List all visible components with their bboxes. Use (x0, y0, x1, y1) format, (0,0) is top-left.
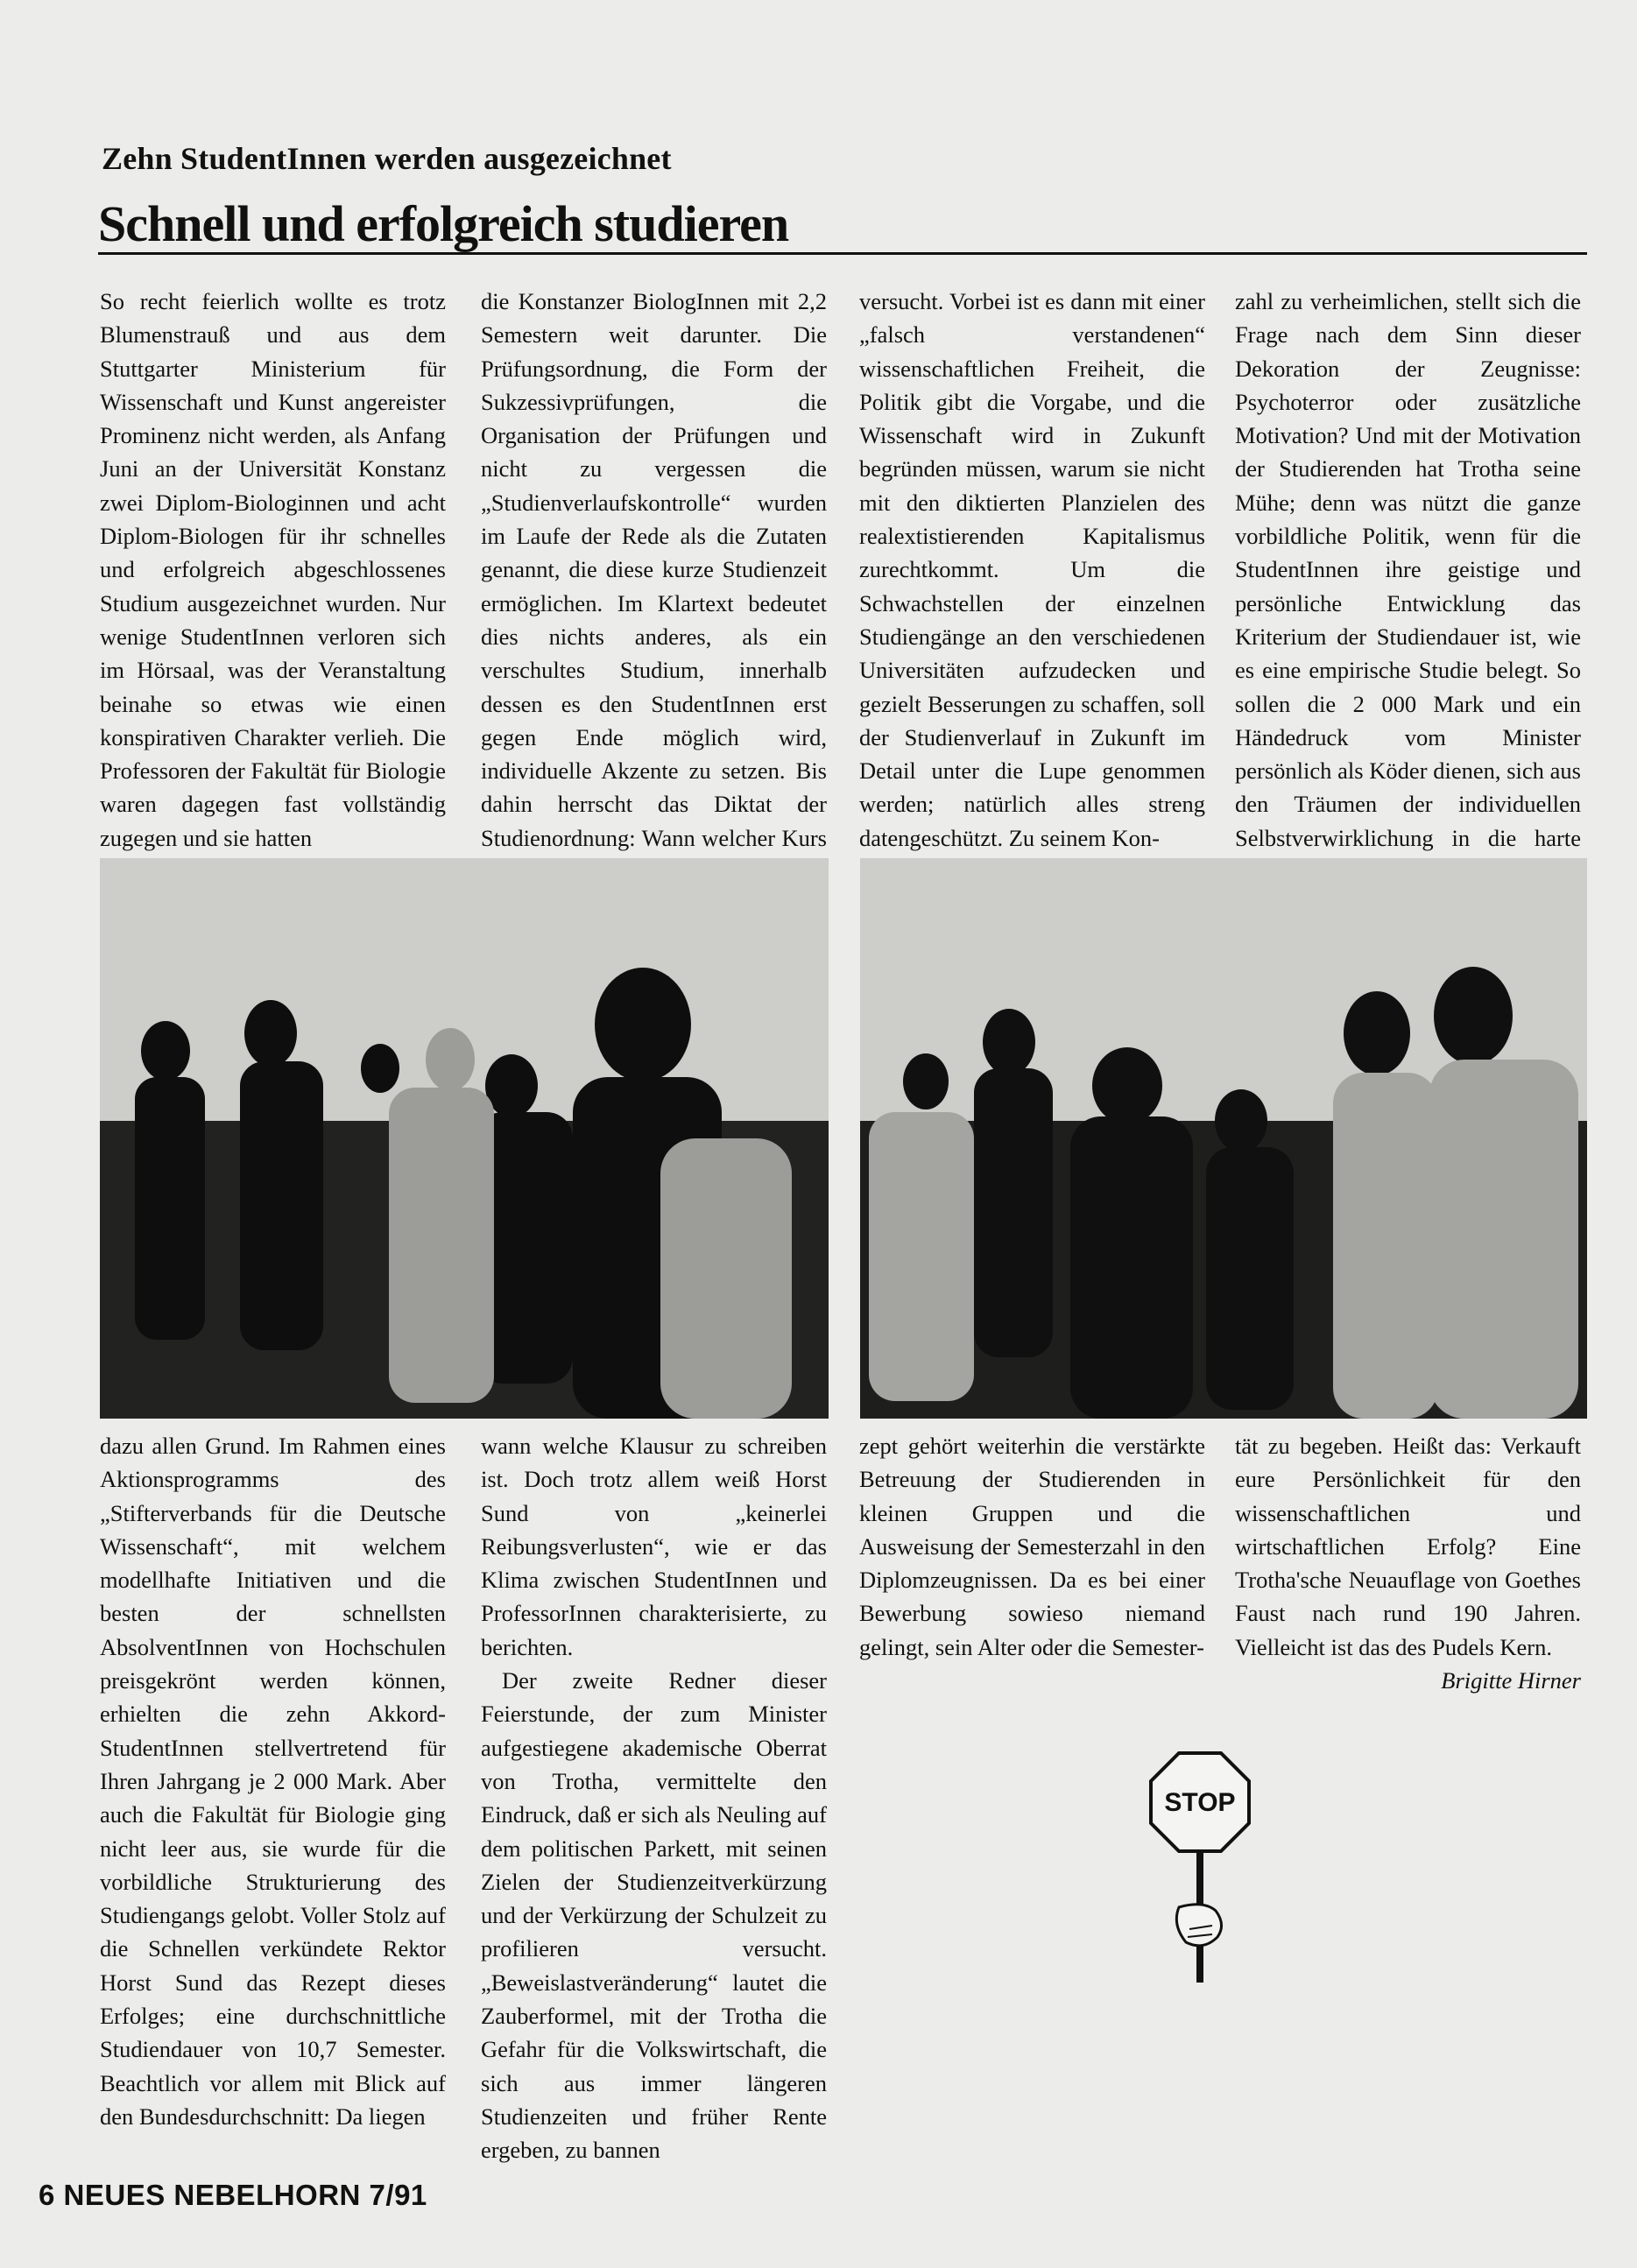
column-2-bottom-para-2: Der zweite Redner dieser Feierstunde, der zum Minister aufgestiegene akademische Oberrat von Trotha, vermittelte den Eindruck, daß er sich als Neuling auf dem politischen Parkett, mit seinen Zielen der Studienzeitverkürzung und der Verkürzung der Schulzeit zu profilieren versucht. „Beweislastveränderung“ lautet die Zauberformel, mit der Trotha die Gefahr für die Volkswirtschaft, die sich aus immer längeren Studienzeiten und früher Rente ergeben, zu bannen (481, 1667, 827, 2164)
photo-award-ceremony-left (100, 858, 829, 1419)
photo-right-figures (860, 858, 1587, 1419)
column-1-top (100, 285, 446, 863)
headline-rule (98, 252, 1587, 255)
article-kicker: Zehn StudentInnen werden ausgezeichnet (102, 141, 672, 176)
stop-sign-icon (1147, 1750, 1252, 1986)
column-4-top (1235, 285, 1581, 863)
article-headline: Schnell und erfolgreich studieren (98, 195, 789, 252)
column-3-bottom-text: zept gehört weiterhin die verstärkte Betreuung der Studierenden in kleinen Gruppen und die Ausweisung der Semesterzahl in den Diplomzeugnissen. Da es bei einer Bewerbung sowieso niemand gelingt, sein Alter oder die Semester- (859, 1433, 1205, 1660)
column-4-bottom-text (1235, 1429, 1581, 1694)
column-1-bottom-text: dazu allen Grund. Im Rahmen eines Aktionsprogramms des „Stifterverbands für die Deutsche Wissenschaft“, mit welchem modellhafte Initiativen und die besten der schnellsten AbsolventInnen von Hochschulen preisgekrönt werden können, erhielten die zehn Akkord-StudentInnen stellvertretend für Ihren Jahrgang je 2 000 Mark. Aber auch die Fakultät für Biologie ging nicht leer aus, sie wurde für die vorbildliche Strukturierung des Studiengangs gelobt. Voller Stolz auf die Schnellen verkündete Rektor Horst Sund das Rezept dieses Erfolges; eine durchschnittliche Studiendauer von 10,7 Semester. Beachtlich vor allem mit Blick auf den Bundesdurchschnitt: Da liegen (100, 1433, 446, 2130)
page-footer: 6 NEUES NEBELHORN 7/91 (39, 2179, 427, 2211)
column-4-bottom-body: tät zu begeben. Heißt das: Verkauft eure Persönlichkeit für den wissenschaftlichen und wirtschaftlichen Erfolg? Eine Trotha'sche Neuauflage von Goethes Faust nach rund 190 Jahren. Vielleicht ist das des Pudels Kern. (1235, 1433, 1581, 1660)
column-2-bottom-para-1: wann welche Klausur zu schreiben ist. Doch trotz allem weiß Horst Sund von „keinerlei Reibungsverlusten“, wie er das Klima zwischen StudentInnen und ProfessorInnen charakterisierte, zu berichten. (481, 1433, 827, 1660)
column-2-top-text: die Konstanzer BiologInnen mit 2,2 Semestern weit darunter. Die Prüfungsordnung, die Form der Sukzessivprüfungen, die Organisation der Prüfungen und nicht zu vergessen die „Studienverlaufskontrolle“ wurden im Laufe der Rede als die Zutaten genannt, die diese kurze Studienzeit ermöglichen. Im Klartext bedeutet dies nichts anderes, als ein verschultes Studium, innerhalb dessen es den StudentInnen erst gegen Ende möglich wird, individuelle Akzente zu setzen. Bis dahin herrscht das Diktat der Studienordnung: Wann welcher Kurs (481, 288, 827, 851)
column-1-bottom (100, 1429, 446, 2130)
column-1-top-text: So recht feierlich wollte es trotz Blumenstrauß und aus dem Stuttgarter Ministerium für Wissenschaft und Kunst angereister Prominenz nicht werden, als Anfang Juni an der Universität Konstanz zwei Diplom-Biologinnen und acht Diplom-Biologen für ihr schnelles und erfolgreich abgeschlossenes Studium ausgezeichnet wurden. Nur wenige StudentInnen verloren sich im Hörsaal, was der Veranstaltung beinahe so etwas wie einen konspirativen Charakter verlieh. Die Professoren der Fakultät für Biologie waren dagegen fast vollständig zugegen und sie hatten (100, 288, 446, 851)
stop-sign-illustration (1147, 1750, 1252, 1986)
stop-sign-label: STOP (1164, 1788, 1236, 1817)
author-byline: Brigitte Hirner (1441, 1667, 1581, 1694)
column-4-bottom (1235, 1429, 1581, 2121)
column-2-top (481, 285, 827, 863)
column-2-bottom (481, 1429, 827, 2164)
column-3-top-text: versucht. Vorbei ist es dann mit einer „falsch verstandenen“ wissenschaftlichen Freiheit, die Politik gibt die Vorgabe, und die Wissenschaft wird in Zukunft begründen müssen, warum sie nicht mit den diktierten Planzielen des realextistierenden Kapitalismus zurechtkommt. Um die Schwachstellen der einzelnen Studiengänge an den verschiedenen Universitäten aufzudecken und gezielt Besserungen zu schaffen, soll der Studienverlauf in Zukunft im Detail unter die Lupe genommen werden; natürlich alles streng datengeschützt. Zu seinem Kon- (859, 288, 1205, 851)
column-3-top (859, 285, 1205, 863)
photo-award-ceremony-right (860, 858, 1587, 1419)
column-4-top-text: zahl zu verheimlichen, stellt sich die Frage nach dem Sinn dieser Dekoration der Zeugnisse: Psychoterror oder zusätzliche Motivation? Und mit der Motivation der Studierenden hat Trotha seine Mühe; denn was nützt die ganze vorbildliche Politik, wenn für die StudentInnen ihre geistige und persönliche Entwicklung das Kriterium der Studiendauer ist, wie es eine empirische Studie belegt. So sollen die 2 000 Mark und ein Händedruck vom Minister persönlich als Köder dienen, sich aus den Träumen der individuellen Selbstverwirklichung in die harte (1235, 288, 1581, 851)
photo-left-figures (100, 858, 829, 1419)
